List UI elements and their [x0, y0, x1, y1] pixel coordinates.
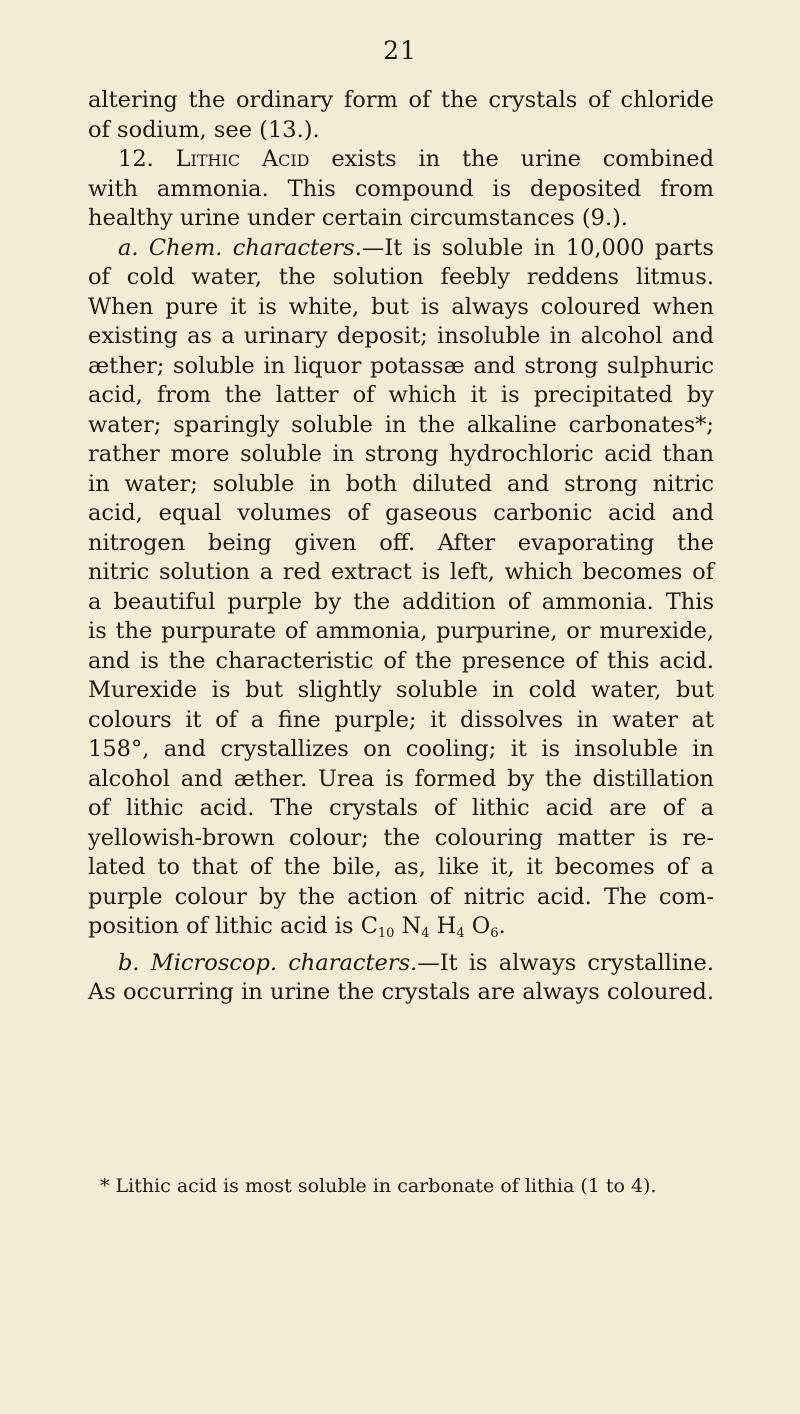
page-number: 21: [383, 36, 417, 65]
formula-element: O: [471, 913, 491, 939]
text-line: is the purpurate of ammonia, purpurine, or murexide,: [88, 618, 714, 644]
text-line: acid, equal volumes of gaseous carbonic acid and: [88, 500, 714, 526]
formula-element: C: [360, 913, 378, 939]
text-line: with ammonia. This compound is deposited from: [88, 175, 714, 202]
section-a-label: a.: [118, 234, 139, 261]
text-line: 158°, and crystallizes on cooling; it is insoluble in: [88, 736, 714, 762]
section-12-number: 12.: [118, 146, 154, 172]
text-line: healthy urine under certain circumstances (9.).: [88, 205, 629, 231]
footnote-text: Lithic acid is most soluble in carbonate of lithia (1 to 4).: [115, 1175, 657, 1197]
formula-subscript: 4: [421, 926, 430, 941]
section-b-text: —It is always crystalline.: [417, 949, 714, 976]
text-line: nitric solution a red extract is left, which becomes of: [88, 559, 714, 585]
text-line: of lithic acid. The crystals of lithic acid are of a: [88, 795, 714, 821]
formula-element: N: [401, 913, 422, 939]
text-line: rather more soluble in strong hydrochloric acid than: [88, 441, 714, 467]
text-line: Murexide is but slightly soluble in cold water, but: [88, 677, 714, 703]
section-12-line: [88, 145, 714, 175]
composition-prefix: position of lithic acid is: [88, 913, 354, 939]
text-line: æther; soluble in liquor potassæ and strong sulphuric: [88, 352, 714, 379]
formula-subscript: 6: [490, 926, 499, 941]
composition-line: [88, 912, 714, 949]
chemical-formula: [361, 913, 499, 939]
text-line: of sodium, see (13.).: [88, 116, 320, 143]
text-line: altering the ordinary form of the crystals of chloride: [88, 87, 714, 113]
text-line: colours it of a fine purple; it dissolves in water at: [88, 706, 714, 733]
text-line: existing as a urinary deposit; insoluble in alcohol and: [88, 323, 714, 349]
section-12-heading: Lithic Acid: [175, 146, 310, 172]
composition-suffix: .: [498, 913, 506, 939]
text-line: When pure it is white, but is always coloured when: [88, 293, 714, 320]
text-line: and is the characteristic of the presence of this acid.: [88, 647, 714, 674]
text-line: a beautiful purple by the addition of ammonia. This: [88, 588, 714, 615]
section-b-line: [88, 949, 714, 979]
text-line: alcohol and æther. Urea is formed by the distillation: [88, 765, 714, 792]
text-line: water; sparingly soluble in the alkaline carbonates*;: [88, 411, 714, 438]
text-line: As occurring in urine the crystals are always coloured.: [88, 979, 714, 1005]
footnote: [100, 1174, 710, 1198]
text-line: acid, from the latter of which it is precipitated by: [88, 382, 714, 408]
text-line: nitrogen being given off. After evaporating the: [88, 529, 714, 556]
section-a-heading: Chem. characters.: [148, 234, 362, 261]
text-line: yellowish-brown colour; the colouring matter is re-: [88, 824, 714, 851]
section-a-text: —It is soluble in 10,000 parts: [361, 234, 714, 261]
text-line: lated to that of the bile, as, like it, it becomes of a: [88, 854, 714, 880]
text-line: purple colour by the action of nitric acid. The com-: [88, 883, 714, 910]
footnote-mark: *: [100, 1175, 110, 1197]
section-12-text: exists in the urine combined: [331, 146, 714, 172]
text-line: of cold water, the solution feebly reddens litmus.: [88, 264, 714, 290]
formula-subscript: 4: [456, 926, 465, 941]
section-a-line: [88, 234, 714, 264]
section-b-heading: Microscop. characters.: [150, 949, 418, 976]
body-text: [88, 86, 714, 1008]
text-line: in water; soluble in both diluted and strong nitric: [88, 470, 714, 497]
formula-element: H: [436, 913, 457, 939]
formula-subscript: 10: [377, 926, 395, 941]
section-b-label: b.: [118, 949, 140, 976]
